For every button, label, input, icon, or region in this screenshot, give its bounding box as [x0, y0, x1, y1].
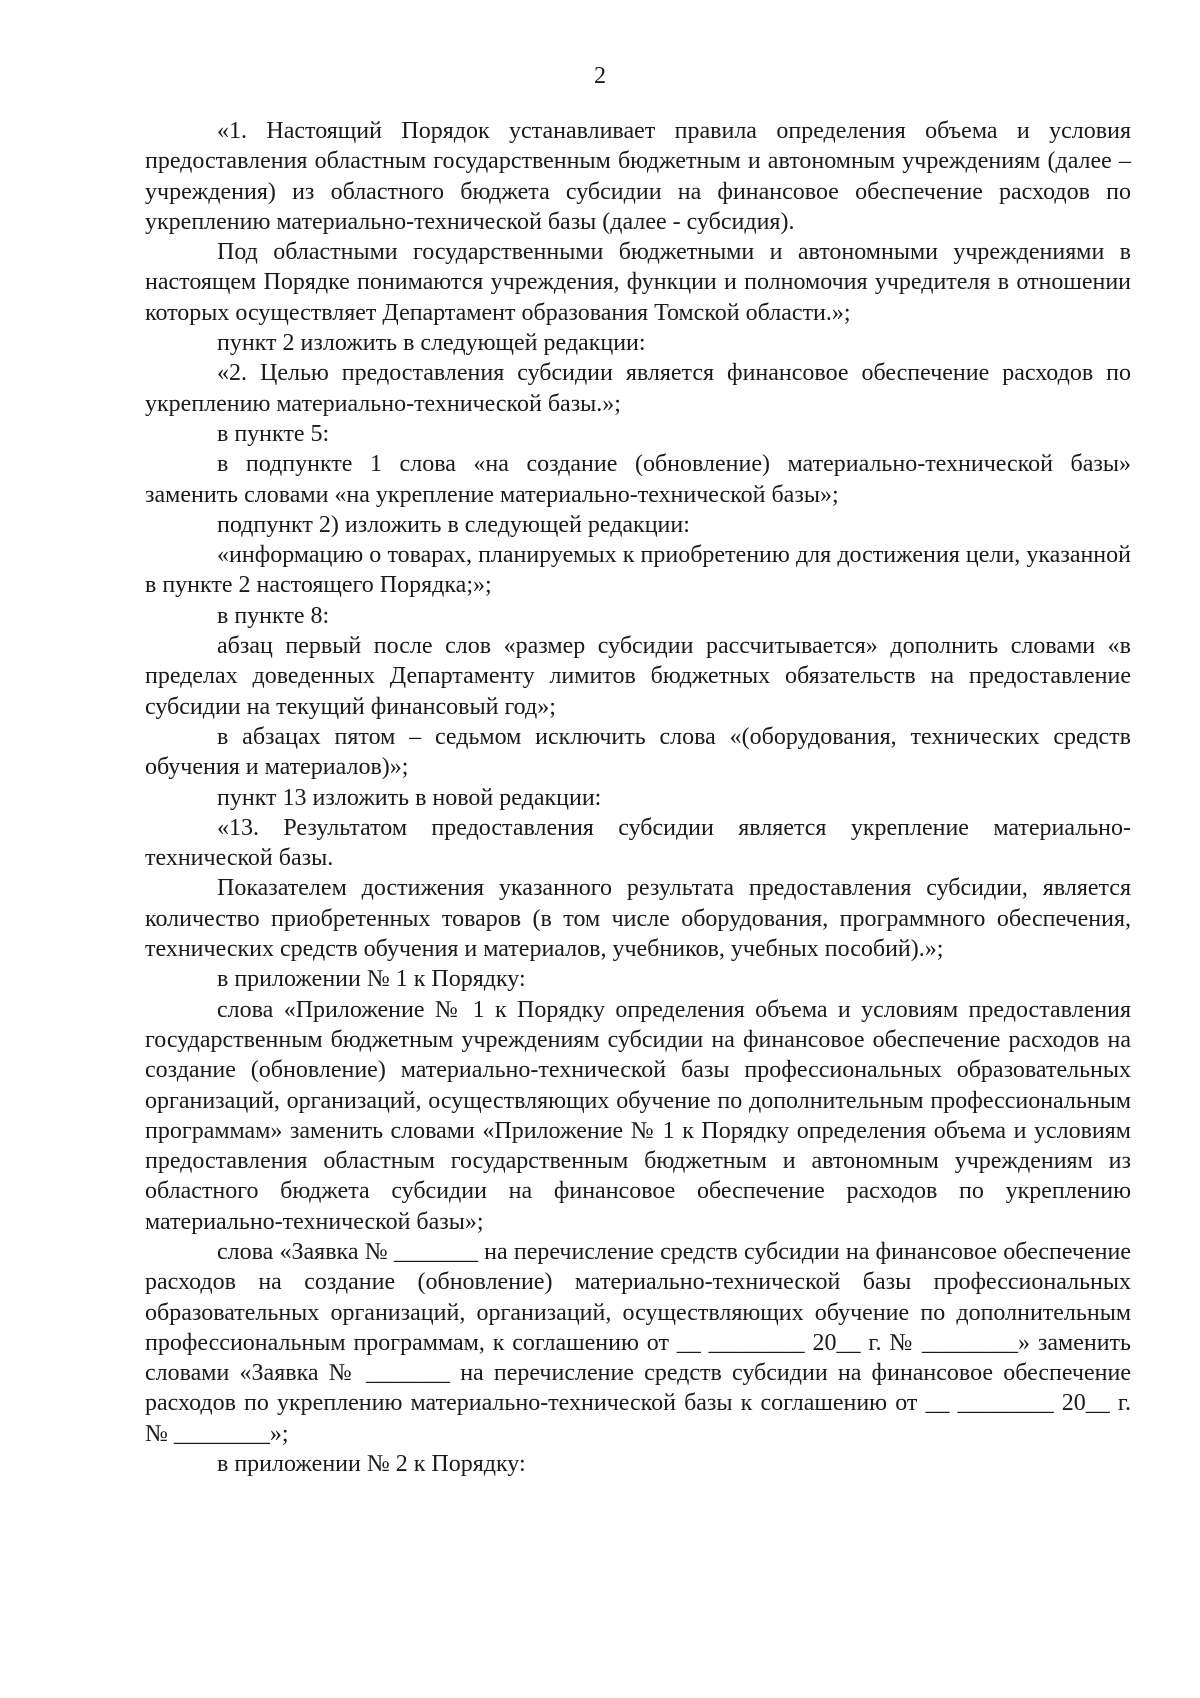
paragraph: в пункте 5:	[217, 420, 330, 447]
paragraph: в абзацах пятом – седьмом исключить слова «(оборудования, технических средств обучения и материалов)»;	[145, 723, 1137, 781]
paragraph: в приложении № 1 к Порядку:	[217, 966, 526, 993]
paragraph: Показателем достижения указанного результата предоставления субсидии, является количество приобретенных товаров (в том числе оборудования, программного обеспечения, технических средств обучения и материалов, учебников, учебных пособий).»;	[145, 875, 1137, 963]
paragraph: подпункт 2) изложить в следующей редакции:	[217, 511, 690, 538]
paragraph: «информацию о товарах, планируемых к приобретению для достижения цели, указанной в пункте 2 настоящего Порядка;»;	[145, 542, 1137, 599]
page-number: 2	[594, 63, 606, 89]
paragraph: слова «Приложение № 1 к Порядку определения объема и условиям предоставления государственным бюджетным учреждениям субсидии на финансовое обеспечение расходов на создание (обновление) материально-технической базы профессиональных образовательных организаций, организаций, осуществляющих обучение по дополнительным профессиональным программам» заменить словами «Приложение № 1 к Порядку определения объема и условиям предоставления областным государственным бюджетным и автономным учреждениям из областного бюджета субсидии на финансовое обеспечение расходов по укреплению материально-технической базы»;	[145, 996, 1137, 1235]
paragraph: пункт 2 изложить в следующей редакции:	[217, 330, 646, 357]
paragraph: «1. Настоящий Порядок устанавливает правила определения объема и условия предоставления областным государственным бюджетным и автономным учреждениям (далее – учреждения) из областного бюджета субсидии на финансовое обеспечение расходов по укреплению материально-технической базы (далее - субсидия).	[145, 118, 1137, 235]
paragraph: абзац первый после слов «размер субсидии рассчитывается» дополнить словами «в пределах доведенных Департаменту лимитов бюджетных обязательств на предоставление субсидии на текущий финансовый год»;	[145, 633, 1137, 720]
paragraph: «13. Результатом предоставления субсидии является укрепление материально-технической базы.	[145, 814, 1131, 872]
paragraph: Под областными государственными бюджетными и автономными учреждениями в настоящем Порядке понимаются учреждения, функции и полномочия учредителя в отношении которых осуществляет Департамент образования Томской области.»;	[145, 239, 1137, 326]
paragraph: в приложении № 2 к Порядку:	[217, 1451, 526, 1478]
paragraph: в подпункте 1 слова «на создание (обновление) материально-технической базы» заменить словами «на укрепление материально-технической базы»;	[145, 451, 1137, 508]
document-body	[145, 116, 1137, 1479]
paragraph: в пункте 8:	[217, 602, 330, 629]
paragraph: «2. Целью предоставления субсидии является финансовое обеспечение расходов по укреплению материально-технической базы.»;	[145, 360, 1137, 417]
paragraph: пункт 13 изложить в новой редакции:	[217, 784, 602, 811]
paragraph: слова «Заявка № _______ на перечисление средств субсидии на финансовое обеспечение расходов на создание (обновление) материально-технической базы профессиональных образовательных организаций, организаций, осуществляющих обучение по дополнительным профессиональным программам, к соглашению от __ ________ 20__ г. № ________» заменить словами «Заявка № _______ на перечисление средств субсидии на финансовое обеспечение расходов по укреплению материально-технической базы к соглашению от __ ________ 20__ г. № ________»;	[145, 1238, 1137, 1447]
